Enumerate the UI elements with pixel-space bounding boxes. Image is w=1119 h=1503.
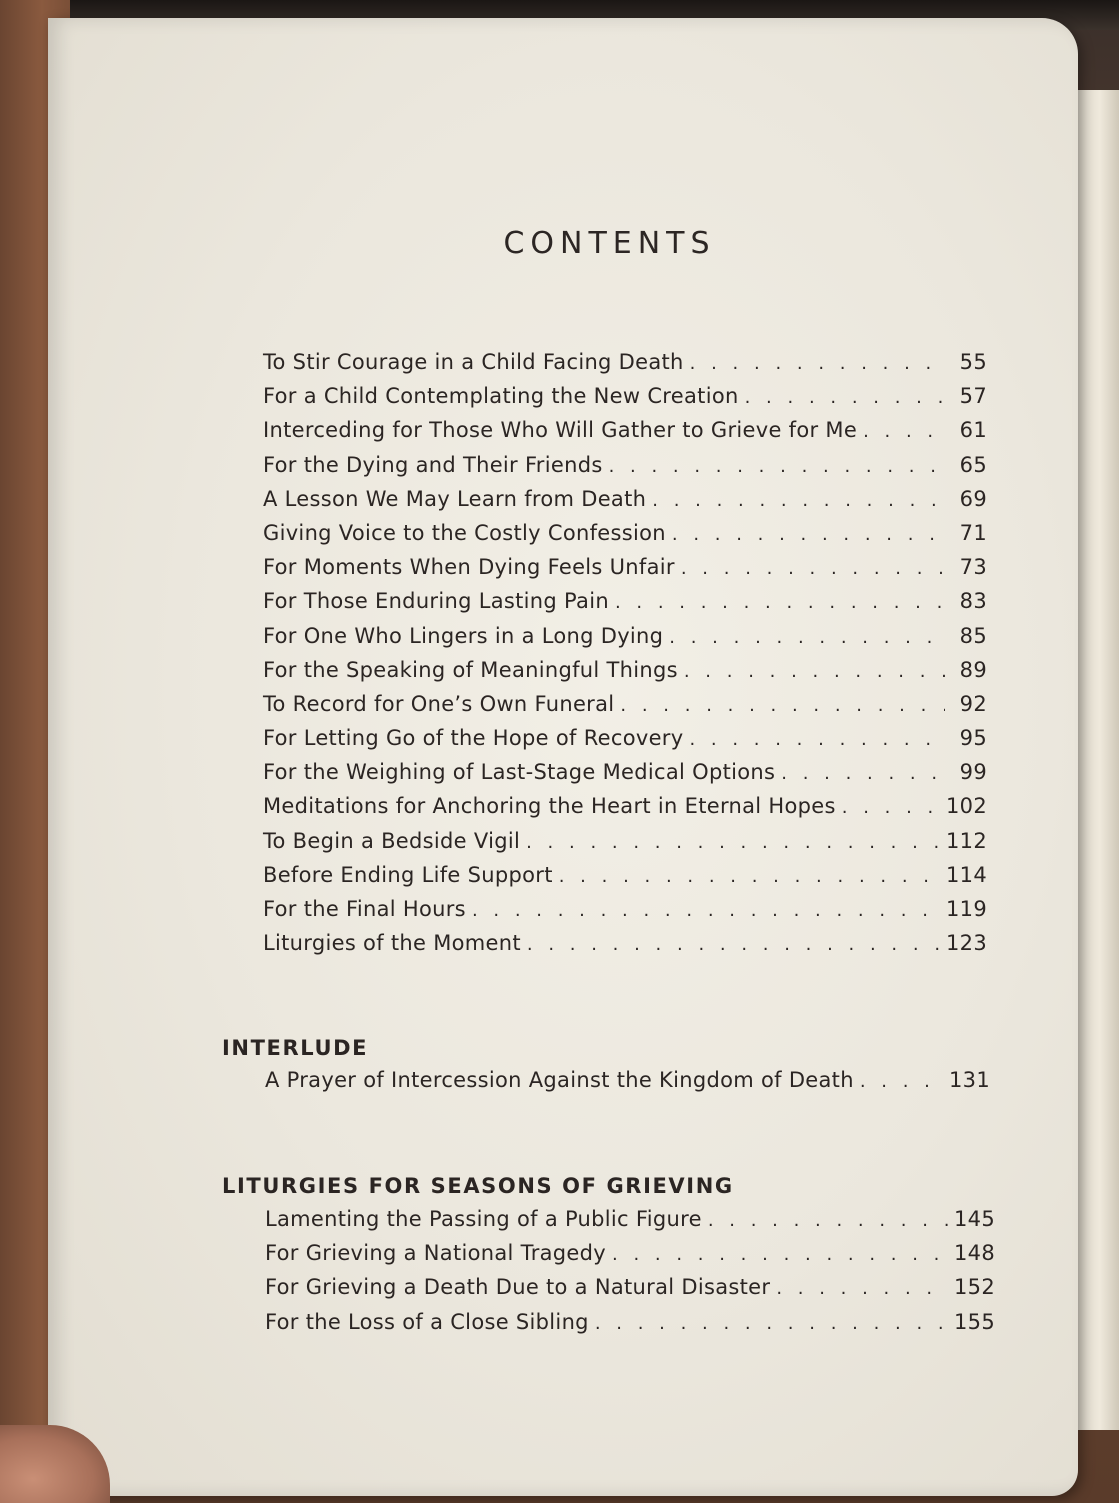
entry-title: For a Child Contemplating the New Creation [263,384,739,409]
toc-entry [263,897,987,931]
entry-title: Giving Voice to the Costly Confession [263,520,666,545]
dot-leader [672,524,945,545]
entry-title: To Record for One’s Own Funeral [263,691,615,716]
entry-page: 55 [959,350,987,374]
dot-leader [860,1071,943,1092]
entry-page: 148 [954,1241,995,1266]
entry-page: 95 [959,726,987,751]
dot-leader [776,1278,948,1299]
entry-title: For Letting Go of the Hope of Recovery [263,726,684,751]
contents-heading: CONTENTS [503,226,716,261]
toc-entry [263,555,987,589]
entry-page: 145 [954,1207,995,1231]
toc-entry [265,1207,995,1241]
entry-page: 89 [959,657,987,682]
interlude-heading: INTERLUDE [222,1036,369,1060]
dot-leader [863,421,945,442]
entry-page: 112 [946,828,987,853]
toc-entry [263,418,987,452]
entry-title: For Grieving a National Tragedy [265,1241,607,1266]
dot-leader [559,866,940,887]
dot-leader [472,900,940,921]
grieving-list [265,1207,995,1344]
entry-title: For Moments When Dying Feels Unfair [263,555,675,580]
dot-leader [781,763,945,784]
entry-page: 99 [959,760,987,785]
toc-entry [263,863,987,897]
entry-title: For the Loss of a Close Sibling [265,1309,589,1334]
toc-entry [263,487,987,521]
dot-leader [745,387,945,408]
dot-leader [689,729,945,750]
dot-leader [609,456,945,477]
interlude-list [265,1068,990,1102]
entry-title: To Begin a Bedside Vigil [263,828,521,853]
dot-leader [615,592,945,613]
entry-title: For One Who Lingers in a Long Dying [263,623,664,648]
dot-leader [669,627,945,648]
entry-page: 131 [949,1068,990,1092]
entry-title: For Those Enduring Lasting Pain [263,589,609,614]
toc-entry [263,931,987,965]
contents-list [263,350,987,965]
toc-entry [263,760,987,794]
toc-entry [263,726,987,760]
entry-title: Interceding for Those Who Will Gather to Grieve for Me [263,418,858,443]
entry-title: For the Dying and Their Friends [263,452,603,477]
toc-entry [265,1068,990,1102]
toc-entry [263,453,987,487]
dot-leader [526,832,940,853]
entry-title: A Lesson We May Learn from Death [263,486,647,511]
dot-leader [708,1210,948,1231]
entry-page: 83 [959,589,987,614]
toc-entry [263,521,987,555]
entry-title: Liturgies of the Moment [263,931,521,956]
entry-page: 61 [959,418,987,443]
entry-title: For Grieving a Death Due to a Natural Disaster [265,1275,771,1300]
toc-entry [263,384,987,418]
toc-entry [265,1310,995,1344]
entry-page: 123 [946,931,987,956]
dot-leader [684,661,945,682]
entry-title: A Prayer of Intercession Against the Kingdom of Death [265,1068,854,1092]
entry-title: For the Weighing of Last-Stage Medical Options [263,760,776,785]
entry-title: Before Ending Life Support [263,862,553,887]
entry-page: 73 [959,555,987,580]
entry-page: 85 [959,623,987,648]
dot-leader [842,797,940,818]
entry-page: 57 [959,384,987,409]
grieving-heading: LITURGIES FOR SEASONS OF GRIEVING [222,1174,734,1198]
facing-page-edge [1071,90,1119,1430]
entry-page: 102 [946,794,987,819]
entry-page: 69 [959,486,987,511]
entry-page: 65 [959,452,987,477]
dot-leader [595,1313,948,1334]
dot-leader [527,934,940,955]
toc-entry [263,350,987,384]
entry-title: For the Speaking of Meaningful Things [263,657,678,682]
entry-page: 155 [954,1309,995,1334]
entry-page: 119 [946,897,987,921]
dot-leader [681,558,945,579]
toc-entry [265,1275,995,1309]
toc-entry [263,794,987,828]
dot-leader [690,353,945,374]
toc-entry [263,624,987,658]
toc-entry [263,829,987,863]
entry-page: 71 [959,520,987,545]
dot-leader [620,695,945,716]
entry-page: 152 [954,1275,995,1300]
entry-title: Lamenting the Passing of a Public Figure [265,1207,702,1231]
entry-title: To Stir Courage in a Child Facing Death [263,350,684,374]
toc-entry [263,658,987,692]
dot-leader [612,1244,948,1265]
dot-leader [652,490,945,511]
entry-page: 114 [946,862,987,887]
entry-title: For the Final Hours [263,897,466,921]
toc-entry [263,692,987,726]
entry-page: 92 [959,691,987,716]
entry-title: Meditations for Anchoring the Heart in Eternal Hopes [263,794,836,819]
toc-entry [265,1241,995,1275]
toc-entry [263,589,987,623]
